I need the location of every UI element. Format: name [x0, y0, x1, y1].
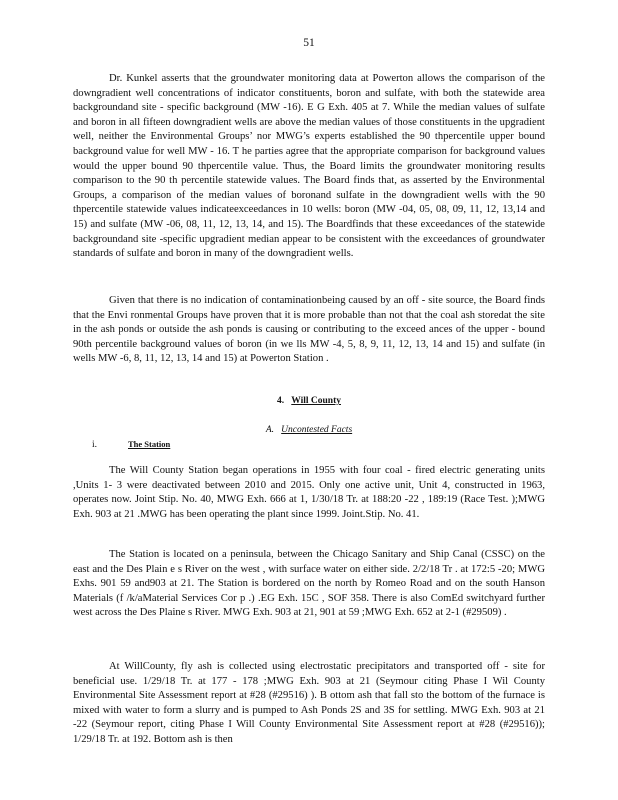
sub-subsection-title: The Station [128, 439, 171, 449]
paragraph-ash-handling: At WillCounty, fly ash is collected using electrostatic precipitators and transported off - site for beneficial use. 1/29/18 Tr. at 177 - 178 ;MWG Exh. 903 at 21 (Seymour citing Phase I Wil County Environmental Site Assessment report at #28 (#29516) ). B ottom ash that fall sto the bottom of the furnace is mixed with water to form a slurry and is pumped to Ash Ponds 2S and 3S for settling. MWG Exh. 903 at 21 -22 (Seymour report, citing Phase I Will County Environmental Site Assessment report at #28 (#29516)); 1/29/18 Tr. at 192. Bottom ash is then [73, 661, 545, 745]
section-heading [0, 396, 618, 406]
sub-subsection-numeral: i. [92, 440, 98, 450]
sub-subsection-heading [92, 439, 170, 450]
paragraph-board-finding: Given that there is no indication of contaminationbeing caused by an off - site source, the Board finds that the Envi ronmental Groups have proven that it is more probable than not that the coal ash storedat the site in the ash ponds or outside the ash ponds is causing or contributing to the exceed ances of the upper - bound 90th percentile background values of boron (in we lls MW -4, 5, 8, 9, 11, 12, 13, 14 and 15) and sulfate (in wells MW -6, 8, 11, 12, 13, 14 and 15) at Powerton Station . [73, 295, 545, 365]
subsection-letter: A. [265, 425, 275, 435]
section-title: Will County [291, 396, 341, 406]
subsection-heading [0, 425, 618, 435]
paragraph-station-operations: The Will County Station began operations in 1955 with four coal - fired electric generating units ,Units 1- 3 were deactivated between 2010 and 2015. Only one active unit, Unit 4, constructed in 1963, operates now. Joint Stip. No. 40, MWG Exh. 666 at 1, 1/30/18 Tr. at 188:20 -22 , 189:19 (Race Test. );MWG Exh. 903 at 21 .MWG has been operating the plant since 1999. Joint.Stip. No. 41. [73, 465, 545, 520]
page-number: 51 [303, 37, 315, 49]
paragraph-station-location: The Station is located on a peninsula, between the Chicago Sanitary and Ship Canal (CSSC) on the east and the Des Plain e s River on the west , with surface water on either side. 2/2/18 Tr . at 172:5 -20; MWG Exhs. 901 59 and903 at 21. The Station is bordered on the north by Romeo Road and on the south Hanson Materials (f /k/aMaterial Services Cor p .) .EG Exh. 15C , SOF 358. There is also ComEd switchyard further west across the Des Plaine s River. MWG Exh. 903 at 21, 901 at 59 ;MWG Exh. 652 at 2-1 (#29509) . [73, 549, 545, 619]
subsection-title: Uncontested Facts [281, 425, 353, 435]
paragraph-boron-sulfate-comparison: Dr. Kunkel asserts that the groundwater monitoring data at Powerton allows the comparison of the downgradient well concentrations of indicator constituents, boron and sulfate, with both the statewide area backgroundand site - specific background (MW -16). E G Exh. 405 at 7. While the median values of sulfate and boron in all fifteen downgradient wells are above the median values of those constituents in the upgradient well, neither the Environmental Groups’ nor MWG’s experts established the 90 thpercentile upper bound background value for well MW - 16. T he parties agree that the appropriate comparison for background values would the upper bound 90 thpercentile value. Thus, the Board limits the groundwater monitoring results comparison to the 90 th percentile statewide values. The Board finds that, as asserted by the Environmental Groups, a comparison of the median values of boronand sulfate in the downgradient wells with the 90 thpercentile statewide values indicateexceedances in 10 wells: boron (MW -04, 05, 08, 09, 11, 12, 13,14 and 15) and sulfate (MW -06, 08, 11, 12, 13, 14, and 15). The Boardfinds that these exceedances of the statewide backgroundand site -specific upgradient median appear to be consistent with the exceedances of groundwater standards of sulfate and boron in many of the downgradient wells. [73, 73, 545, 260]
section-number: 4. [277, 396, 285, 406]
